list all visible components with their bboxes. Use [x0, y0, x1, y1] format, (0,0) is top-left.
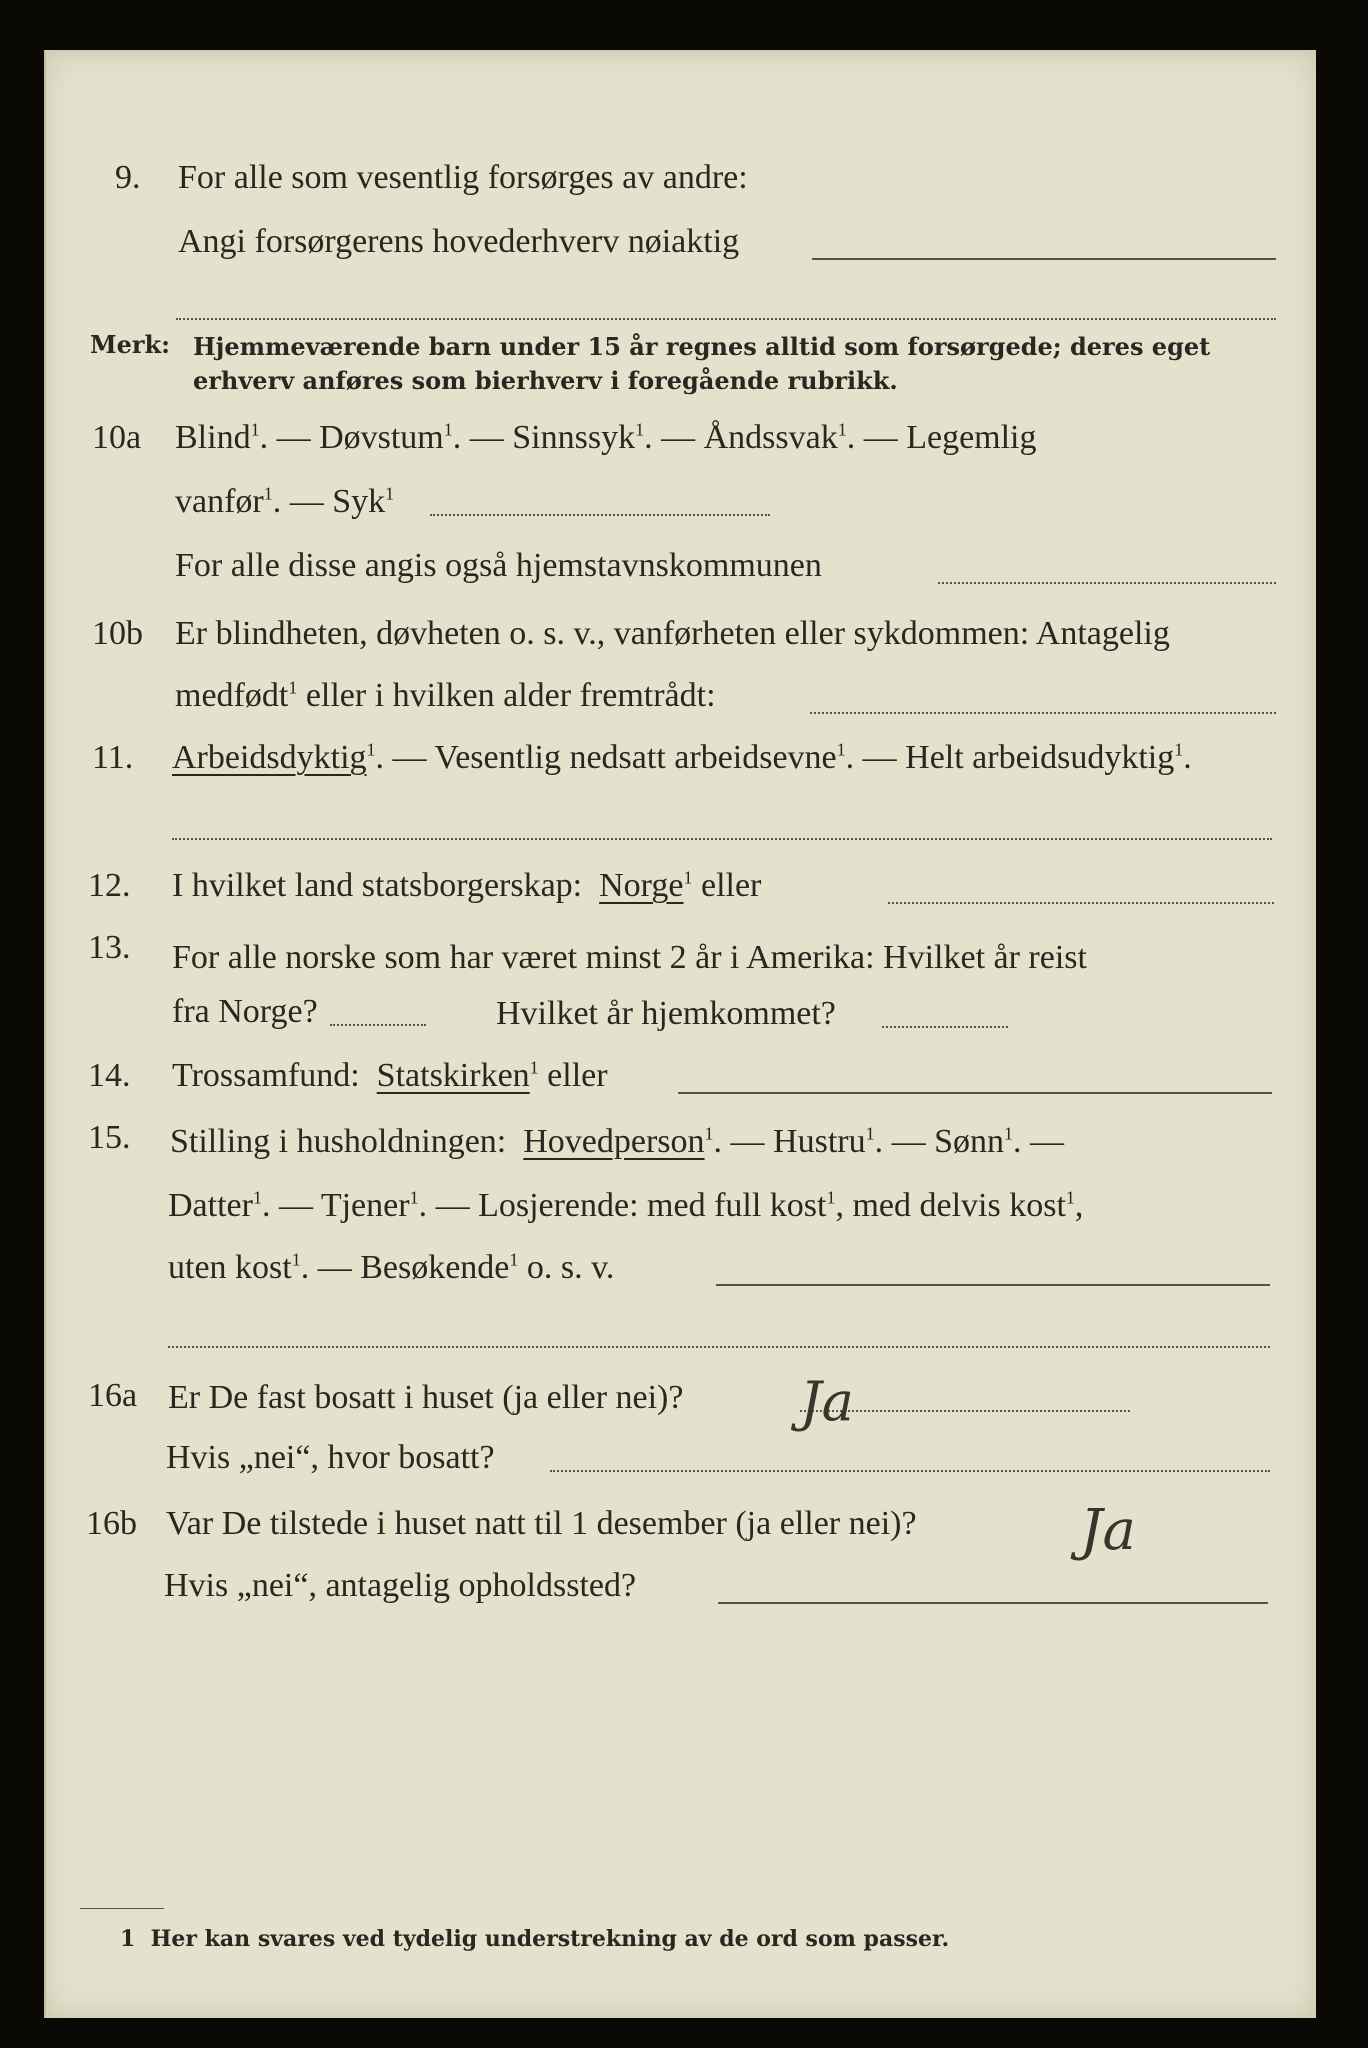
q15-line1: Stilling i husholdningen: Hovedperson$^1$. — Hustru$^1$. — Sønn$^1$. —: [170, 1123, 1065, 1160]
q12-answer-line[interactable]: [888, 902, 1274, 904]
q10b-line2: medfødt$^1$ eller i hvilken alder fremtrådt:: [175, 677, 716, 714]
q16b-handwritten-answer: Ja: [1080, 1498, 1136, 1563]
footnote: 1 Her kan svares ved tydelig understrekning av de ord som passer.: [120, 1926, 950, 1952]
q16a-handwritten-answer: Ja: [800, 1370, 854, 1433]
q10b-answer-line[interactable]: [810, 712, 1276, 714]
q13-reist-line[interactable]: [330, 1024, 426, 1026]
q10a-line2: vanfør$^1$. — Syk$^1$: [175, 483, 395, 520]
q10a-answer-line[interactable]: [430, 514, 770, 516]
q14-number: 14.: [88, 1057, 131, 1094]
q15-line3: uten kost$^1$. — Besøkende$^1$ o. s. v.: [168, 1249, 615, 1286]
q16a-bosatt-line[interactable]: [550, 1470, 1270, 1472]
q9-answer-line-2[interactable]: [176, 318, 1276, 320]
q12-line: I hvilket land statsborgerskap: Norge$^1$ eller: [172, 867, 762, 904]
q13-line2a: fra Norge?: [172, 993, 318, 1030]
q10a-line3: For alle disse angis også hjemstavnskommunen: [175, 547, 822, 584]
q13-line1: For alle norske som har været minst 2 år i Amerika: Hvilket år reist: [172, 939, 1087, 976]
q13-number: 13.: [88, 929, 131, 966]
q10b-number: 10b: [92, 615, 143, 652]
q15-answer-line[interactable]: [716, 1284, 1270, 1286]
q11-line: Arbeidsdyktig$^1$. — Vesentlig nedsatt arbeidsevne$^1$. — Helt arbeidsudyktig$^1$.: [172, 739, 1192, 776]
q15-number: 15.: [88, 1119, 131, 1156]
q15-answer-line-2[interactable]: [168, 1346, 1270, 1348]
q16b-line1: Var De tilstede i huset natt til 1 desember (ja eller nei)?: [166, 1505, 917, 1542]
q13-hjemkommet-line[interactable]: [882, 1026, 1008, 1028]
q16b-number: 16b: [86, 1505, 137, 1542]
q16a-line2: Hvis „nei“, hvor bosatt?: [166, 1439, 495, 1476]
q14-answer-line[interactable]: [678, 1092, 1272, 1094]
q9-answer-line[interactable]: [812, 258, 1276, 260]
q16a-number: 16a: [88, 1377, 138, 1414]
q16a-line1: Er De fast bosatt i huset (ja eller nei)?: [168, 1379, 684, 1416]
q10b-line1: Er blindheten, døvheten o. s. v., vanførheten eller sykdommen: Antagelig: [175, 615, 1170, 652]
merk-label: Merk:: [90, 330, 170, 359]
q14-line: Trossamfund: Statskirken$^1$ eller: [172, 1057, 608, 1094]
q10a-line1: Blind$^1$. — Døvstum$^1$. — Sinnssyk$^1$. — Åndssvak$^1$. — Legemlig: [175, 419, 1037, 456]
q9-number: 9.: [115, 159, 141, 196]
q15-line2: Datter$^1$. — Tjener$^1$. — Losjerende: med full kost$^1$, med delvis kost$^1$,: [168, 1187, 1084, 1224]
q10a-kommune-line[interactable]: [938, 582, 1276, 584]
merk-text: Hjemmeværende barn under 15 år regnes alltid som forsørgede; deres eget erhverv anføres som bierhverv i foregående rubrikk.: [193, 332, 1211, 395]
q10a-number: 10a: [92, 419, 142, 456]
q12-number: 12.: [88, 867, 131, 904]
q11-answer-line[interactable]: [172, 838, 1272, 840]
q11-number: 11.: [92, 739, 134, 776]
q16b-line2: Hvis „nei“, antagelig opholdssted?: [164, 1567, 637, 1604]
q9-line1: For alle som vesentlig forsørges av andre:: [178, 159, 748, 196]
footnote-rule: [80, 1908, 164, 1909]
q16b-answer-line[interactable]: [718, 1602, 1268, 1604]
q9-line2: Angi forsørgerens hovederhverv nøiaktig: [178, 223, 740, 260]
q13-line2b: Hvilket år hjemkommet?: [496, 995, 836, 1032]
